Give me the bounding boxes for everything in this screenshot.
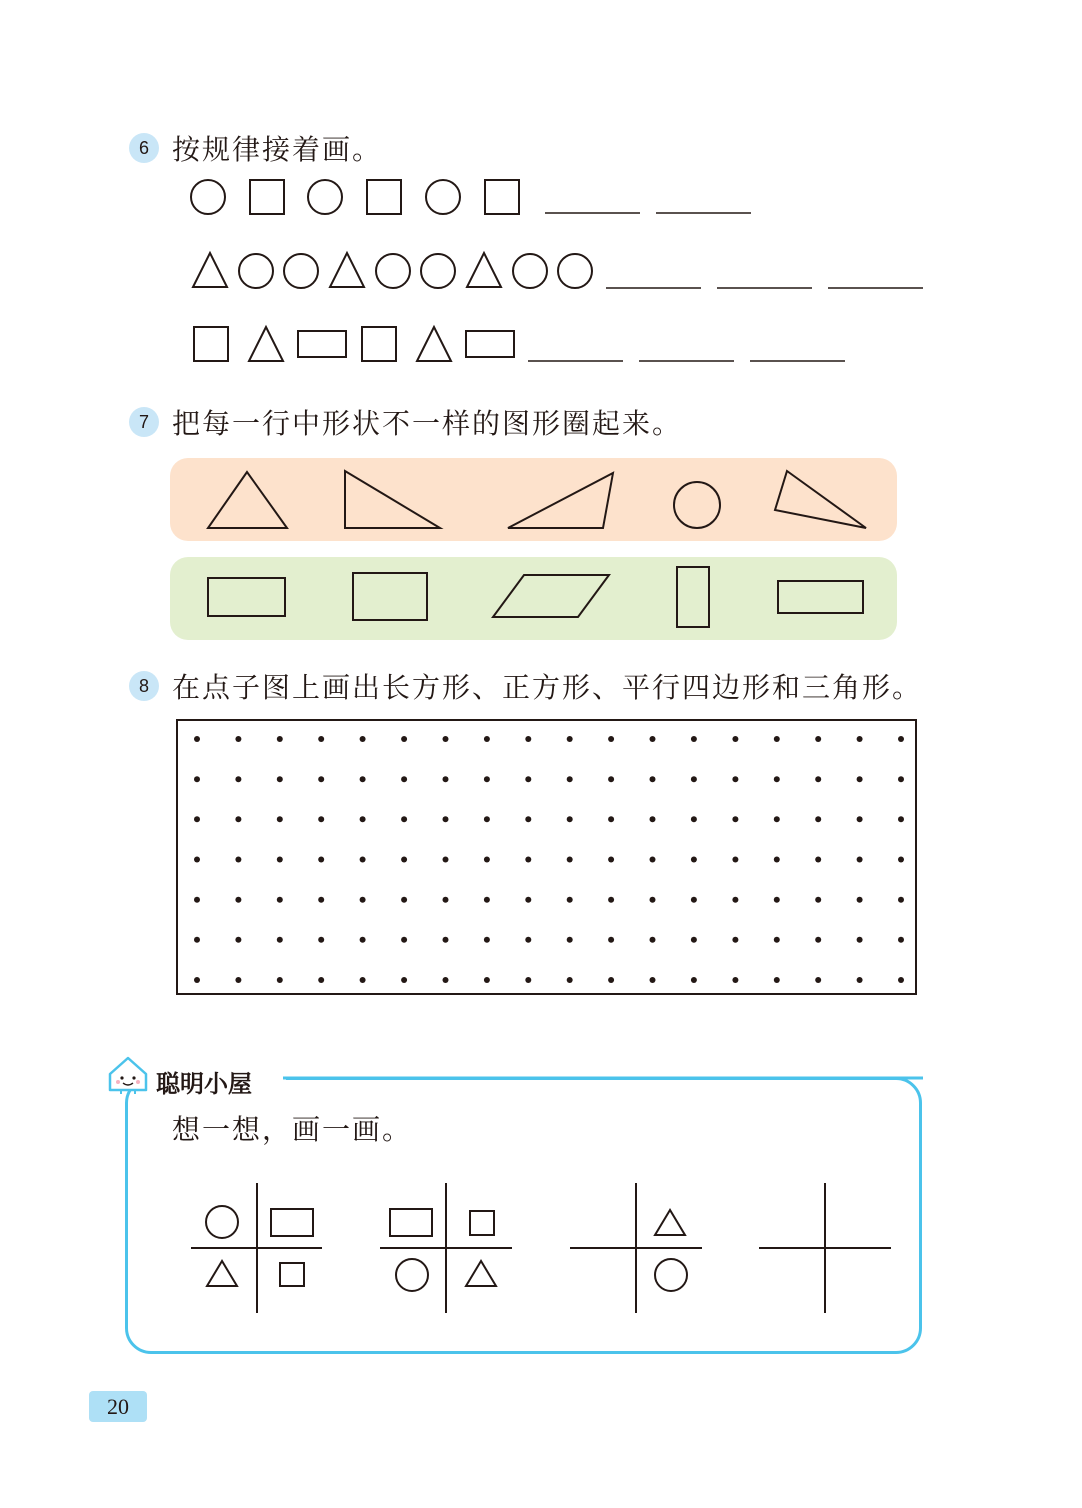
grid-dot[interactable] <box>857 897 863 903</box>
grid-dot[interactable] <box>525 897 531 903</box>
grid-dot[interactable] <box>277 776 283 782</box>
grid-dot[interactable] <box>857 857 863 863</box>
grid-dot[interactable] <box>194 736 200 742</box>
grid-dot[interactable] <box>484 977 490 983</box>
circle-shape <box>308 180 342 214</box>
grid-dot[interactable] <box>277 937 283 943</box>
grid-dot[interactable] <box>360 736 366 742</box>
triangle-shape <box>249 327 283 361</box>
grid-dot[interactable] <box>691 816 697 822</box>
grid-dot[interactable] <box>857 776 863 782</box>
grid-dot[interactable] <box>277 857 283 863</box>
circle-shape <box>558 254 592 288</box>
grid-dot[interactable] <box>608 897 614 903</box>
puzzle-3 <box>570 1183 702 1313</box>
grid-dot[interactable] <box>194 816 200 822</box>
grid-dot[interactable] <box>608 937 614 943</box>
grid-dot[interactable] <box>401 897 407 903</box>
grid-dot[interactable] <box>898 897 904 903</box>
grid-dot[interactable] <box>774 776 780 782</box>
grid-dot[interactable] <box>443 857 449 863</box>
grid-dot[interactable] <box>443 736 449 742</box>
rectangle-shape[interactable] <box>778 581 863 613</box>
grid-dot[interactable] <box>525 736 531 742</box>
triangle-shape <box>330 253 364 287</box>
grid-dot[interactable] <box>567 977 573 983</box>
triangle-shape <box>417 327 451 361</box>
question-text: 在点子图上画出长方形、正方形、平行四边形和三角形。 <box>172 671 923 704</box>
grid-dot[interactable] <box>525 816 531 822</box>
pattern-row-3 <box>0 318 1082 378</box>
grid-dot[interactable] <box>691 937 697 943</box>
grid-dot[interactable] <box>774 816 780 822</box>
circle-shape <box>376 254 410 288</box>
grid-dot[interactable] <box>691 776 697 782</box>
grid-dot[interactable] <box>857 816 863 822</box>
grid-dot[interactable] <box>525 937 531 943</box>
grid-dot[interactable] <box>235 736 241 742</box>
grid-dot[interactable] <box>318 897 324 903</box>
square-shape <box>280 1263 304 1286</box>
grid-dot[interactable] <box>898 937 904 943</box>
grid-dot[interactable] <box>650 937 656 943</box>
square-shape <box>362 327 396 361</box>
circle-shape <box>421 254 455 288</box>
dot-grid[interactable] <box>176 719 917 995</box>
grid-dot[interactable] <box>318 736 324 742</box>
grid-dot[interactable] <box>318 977 324 983</box>
grid-dot[interactable] <box>235 897 241 903</box>
pattern-row-1 <box>0 170 1082 230</box>
circle-shape <box>239 254 273 288</box>
circle-shape <box>426 180 460 214</box>
grid-dot[interactable] <box>567 776 573 782</box>
circle-shape <box>396 1259 428 1291</box>
grid-dot[interactable] <box>401 977 407 983</box>
grid-dot[interactable] <box>732 897 738 903</box>
grid-dot[interactable] <box>608 857 614 863</box>
grid-dot[interactable] <box>194 977 200 983</box>
grid-dot[interactable] <box>401 857 407 863</box>
grid-dot[interactable] <box>360 776 366 782</box>
triangle-shape <box>655 1210 685 1235</box>
grid-dot[interactable] <box>318 937 324 943</box>
grid-dot[interactable] <box>443 897 449 903</box>
rectangle-shape <box>271 1209 313 1236</box>
grid-dot[interactable] <box>774 977 780 983</box>
grid-dot[interactable] <box>608 736 614 742</box>
grid-dot[interactable] <box>691 897 697 903</box>
grid-dot[interactable] <box>194 776 200 782</box>
grid-dot[interactable] <box>318 857 324 863</box>
circle-shape <box>206 1206 238 1238</box>
grid-dot[interactable] <box>898 857 904 863</box>
grid-dot[interactable] <box>774 857 780 863</box>
grid-dot[interactable] <box>484 857 490 863</box>
grid-dot[interactable] <box>774 736 780 742</box>
grid-dot[interactable] <box>774 897 780 903</box>
grid-dot[interactable] <box>360 977 366 983</box>
grid-dot[interactable] <box>732 857 738 863</box>
square-shape <box>367 180 401 214</box>
grid-dot[interactable] <box>567 937 573 943</box>
grid-dot[interactable] <box>235 857 241 863</box>
grid-dot[interactable] <box>277 736 283 742</box>
answer-cell[interactable] <box>572 1250 634 1311</box>
grid-dot[interactable] <box>815 937 821 943</box>
grid-dot[interactable] <box>567 816 573 822</box>
grid-dot[interactable] <box>608 776 614 782</box>
tall-rectangle-shape[interactable] <box>677 567 709 627</box>
rectangle-shape[interactable] <box>353 573 427 620</box>
smart-house-instruction: 想一想，画一画。 <box>172 1113 413 1146</box>
rectangle-shape <box>466 331 514 357</box>
obtuse-triangle-shape[interactable] <box>508 473 613 528</box>
grid-dot[interactable] <box>815 816 821 822</box>
grid-dot[interactable] <box>277 977 283 983</box>
grid-dot[interactable] <box>401 937 407 943</box>
pattern-row-2 <box>0 245 1082 305</box>
grid-dot[interactable] <box>732 977 738 983</box>
grid-dot[interactable] <box>525 776 531 782</box>
grid-dot[interactable] <box>815 897 821 903</box>
page-number: 20 <box>89 1391 147 1422</box>
grid-dot[interactable] <box>732 776 738 782</box>
odd-one-out-shapes-1 <box>0 458 1082 548</box>
grid-dot[interactable] <box>443 977 449 983</box>
grid-dot[interactable] <box>815 857 821 863</box>
grid-dot[interactable] <box>815 736 821 742</box>
grid-dot[interactable] <box>235 937 241 943</box>
answer-cell[interactable] <box>761 1250 823 1311</box>
question-text: 把每一行中形状不一样的图形圈起来。 <box>172 407 683 440</box>
grid-dot[interactable] <box>857 977 863 983</box>
grid-dot[interactable] <box>732 937 738 943</box>
question-number-badge: 8 <box>129 671 159 701</box>
question-text: 按规律接着画。 <box>172 133 383 166</box>
dot-grid-box[interactable] <box>176 719 917 995</box>
grid-dot[interactable] <box>484 937 490 943</box>
circle-shape <box>191 180 225 214</box>
title-underline <box>283 1076 923 1082</box>
rectangle-shape[interactable] <box>208 578 285 616</box>
grid-dot[interactable] <box>484 776 490 782</box>
circle-shape[interactable] <box>674 482 720 528</box>
circle-shape <box>284 254 318 288</box>
grid-dot[interactable] <box>608 816 614 822</box>
rectangle-shape <box>298 331 346 357</box>
smart-house-title: 聪明小屋 <box>156 1070 252 1098</box>
grid-dot[interactable] <box>235 977 241 983</box>
grid-dot[interactable] <box>277 897 283 903</box>
grid-dot[interactable] <box>484 816 490 822</box>
house-icon <box>104 1052 152 1096</box>
puzzle-2 <box>380 1183 512 1313</box>
answer-cell[interactable] <box>761 1185 823 1246</box>
grid-dot[interactable] <box>650 816 656 822</box>
square-shape <box>470 1211 494 1235</box>
grid-dot[interactable] <box>401 816 407 822</box>
grid-dot[interactable] <box>360 857 366 863</box>
grid-dot[interactable] <box>567 857 573 863</box>
grid-dot[interactable] <box>484 736 490 742</box>
puzzle-1 <box>191 1183 322 1313</box>
square-shape <box>485 180 519 214</box>
triangle-shape[interactable] <box>208 472 287 528</box>
answer-cell[interactable] <box>827 1185 889 1246</box>
grid-dot[interactable] <box>815 977 821 983</box>
circle-shape <box>655 1259 687 1291</box>
triangle-shape <box>467 253 501 287</box>
grid-dot[interactable] <box>318 816 324 822</box>
grid-dot[interactable] <box>194 857 200 863</box>
grid-dot[interactable] <box>525 977 531 983</box>
grid-dot[interactable] <box>235 816 241 822</box>
grid-dot[interactable] <box>650 736 656 742</box>
grid-dot[interactable] <box>277 816 283 822</box>
grid-dot[interactable] <box>318 776 324 782</box>
grid-dot[interactable] <box>360 937 366 943</box>
rectangle-shape <box>390 1209 432 1236</box>
triangle-shape <box>207 1261 237 1286</box>
grid-dot[interactable] <box>567 736 573 742</box>
triangle-shape <box>466 1261 496 1286</box>
grid-dot[interactable] <box>650 857 656 863</box>
grid-dot[interactable] <box>194 937 200 943</box>
grid-dot[interactable] <box>484 897 490 903</box>
triangle-shape[interactable] <box>775 471 866 528</box>
grid-dot[interactable] <box>815 776 821 782</box>
grid-dot[interactable] <box>650 897 656 903</box>
question-number-badge: 7 <box>129 407 159 437</box>
grid-dot[interactable] <box>443 937 449 943</box>
right-triangle-shape[interactable] <box>345 471 440 528</box>
grid-dot[interactable] <box>194 897 200 903</box>
grid-dot[interactable] <box>401 776 407 782</box>
grid-dot[interactable] <box>774 937 780 943</box>
grid-dot[interactable] <box>898 736 904 742</box>
answer-cell[interactable] <box>572 1185 634 1246</box>
grid-dot[interactable] <box>898 977 904 983</box>
grid-dot[interactable] <box>857 937 863 943</box>
grid-dot[interactable] <box>608 977 614 983</box>
smart-house-puzzles <box>0 1180 1082 1330</box>
grid-dot[interactable] <box>650 776 656 782</box>
circle-shape <box>513 254 547 288</box>
puzzle-4 <box>759 1183 891 1313</box>
grid-dot[interactable] <box>360 816 366 822</box>
answer-cell[interactable] <box>827 1250 889 1311</box>
grid-dot[interactable] <box>691 977 697 983</box>
parallelogram-shape[interactable] <box>493 575 609 617</box>
grid-dot[interactable] <box>898 776 904 782</box>
grid-dot[interactable] <box>443 776 449 782</box>
grid-dot[interactable] <box>443 816 449 822</box>
grid-dot[interactable] <box>732 816 738 822</box>
grid-dot[interactable] <box>857 736 863 742</box>
grid-dot[interactable] <box>360 897 366 903</box>
grid-dot[interactable] <box>691 736 697 742</box>
grid-dot[interactable] <box>401 736 407 742</box>
grid-dot[interactable] <box>567 897 573 903</box>
grid-dot[interactable] <box>732 736 738 742</box>
square-shape <box>250 180 284 214</box>
grid-dot[interactable] <box>691 857 697 863</box>
odd-one-out-shapes-2 <box>0 557 1082 647</box>
square-shape <box>194 327 228 361</box>
grid-dot[interactable] <box>235 776 241 782</box>
triangle-shape <box>193 253 227 287</box>
grid-dot[interactable] <box>898 816 904 822</box>
grid-dot[interactable] <box>650 977 656 983</box>
grid-dot[interactable] <box>525 857 531 863</box>
question-number-badge: 6 <box>129 133 159 163</box>
